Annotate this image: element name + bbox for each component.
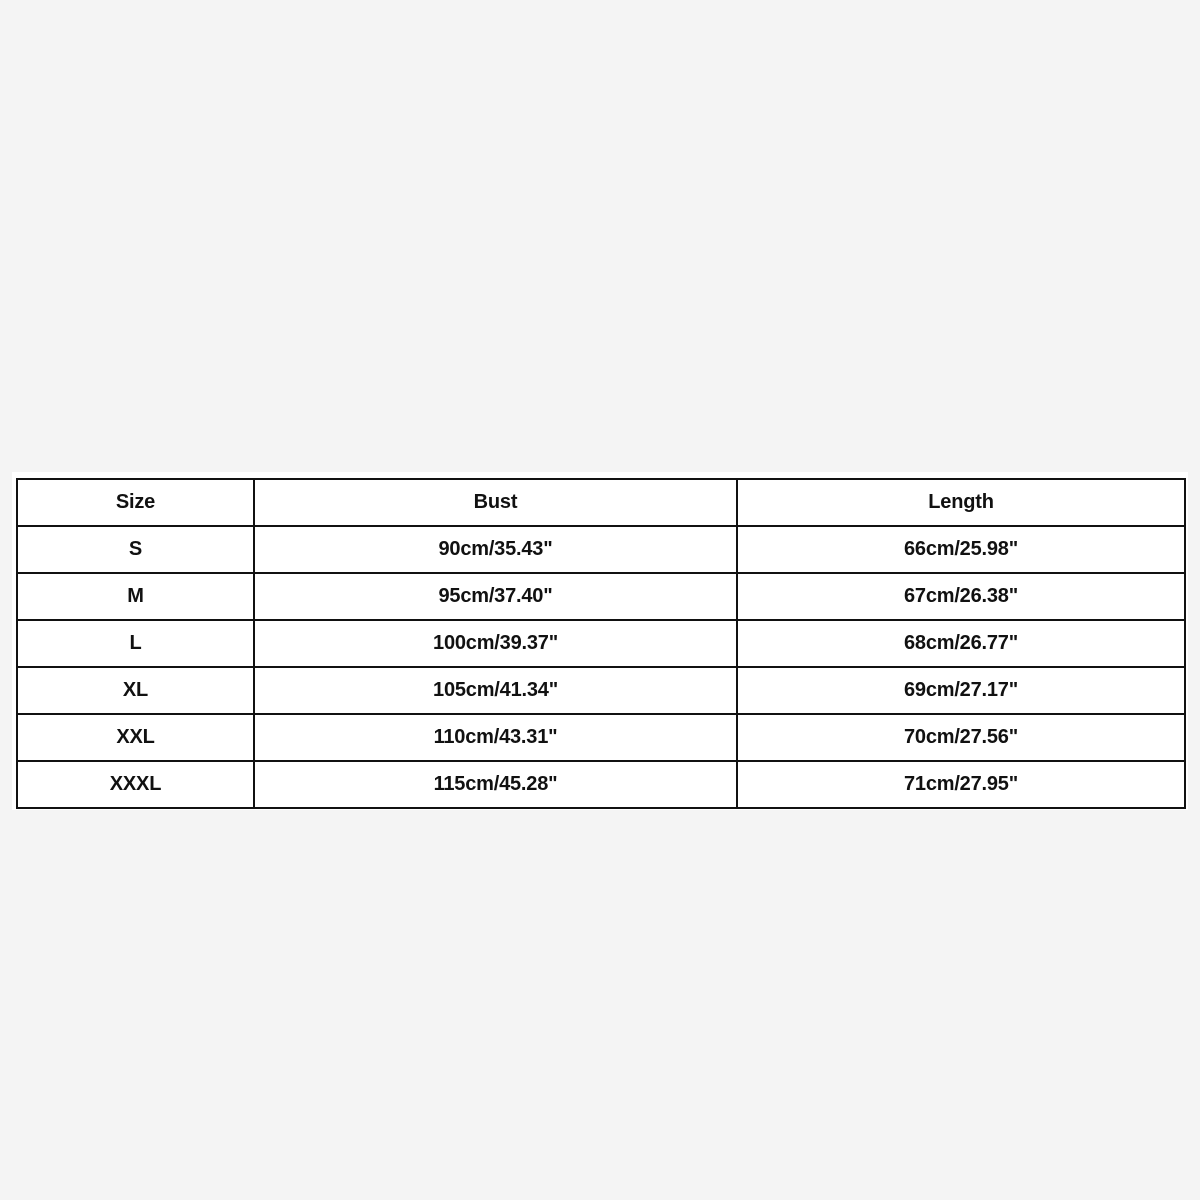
- size-cell: M: [17, 573, 254, 620]
- length-cell: 70cm/27.56": [737, 714, 1185, 761]
- header-size: Size: [17, 479, 254, 526]
- bust-cell: 105cm/41.34": [254, 667, 737, 714]
- size-chart-table: [16, 478, 1186, 809]
- header-length: Length: [737, 479, 1185, 526]
- table-row: [17, 573, 1185, 620]
- table-row: [17, 620, 1185, 667]
- length-cell: 71cm/27.95": [737, 761, 1185, 808]
- table-header-row: [17, 479, 1185, 526]
- bust-cell: 100cm/39.37": [254, 620, 737, 667]
- bust-cell: 90cm/35.43": [254, 526, 737, 573]
- size-cell: XXL: [17, 714, 254, 761]
- length-cell: 69cm/27.17": [737, 667, 1185, 714]
- length-cell: 68cm/26.77": [737, 620, 1185, 667]
- header-bust: Bust: [254, 479, 737, 526]
- size-cell: L: [17, 620, 254, 667]
- size-cell: XL: [17, 667, 254, 714]
- bust-cell: 95cm/37.40": [254, 573, 737, 620]
- size-cell: S: [17, 526, 254, 573]
- bust-cell: 115cm/45.28": [254, 761, 737, 808]
- table-row: [17, 667, 1185, 714]
- bust-cell: 110cm/43.31": [254, 714, 737, 761]
- size-cell: XXXL: [17, 761, 254, 808]
- table-row: [17, 714, 1185, 761]
- length-cell: 66cm/25.98": [737, 526, 1185, 573]
- length-cell: 67cm/26.38": [737, 573, 1185, 620]
- table-row: [17, 526, 1185, 573]
- table-row: [17, 761, 1185, 808]
